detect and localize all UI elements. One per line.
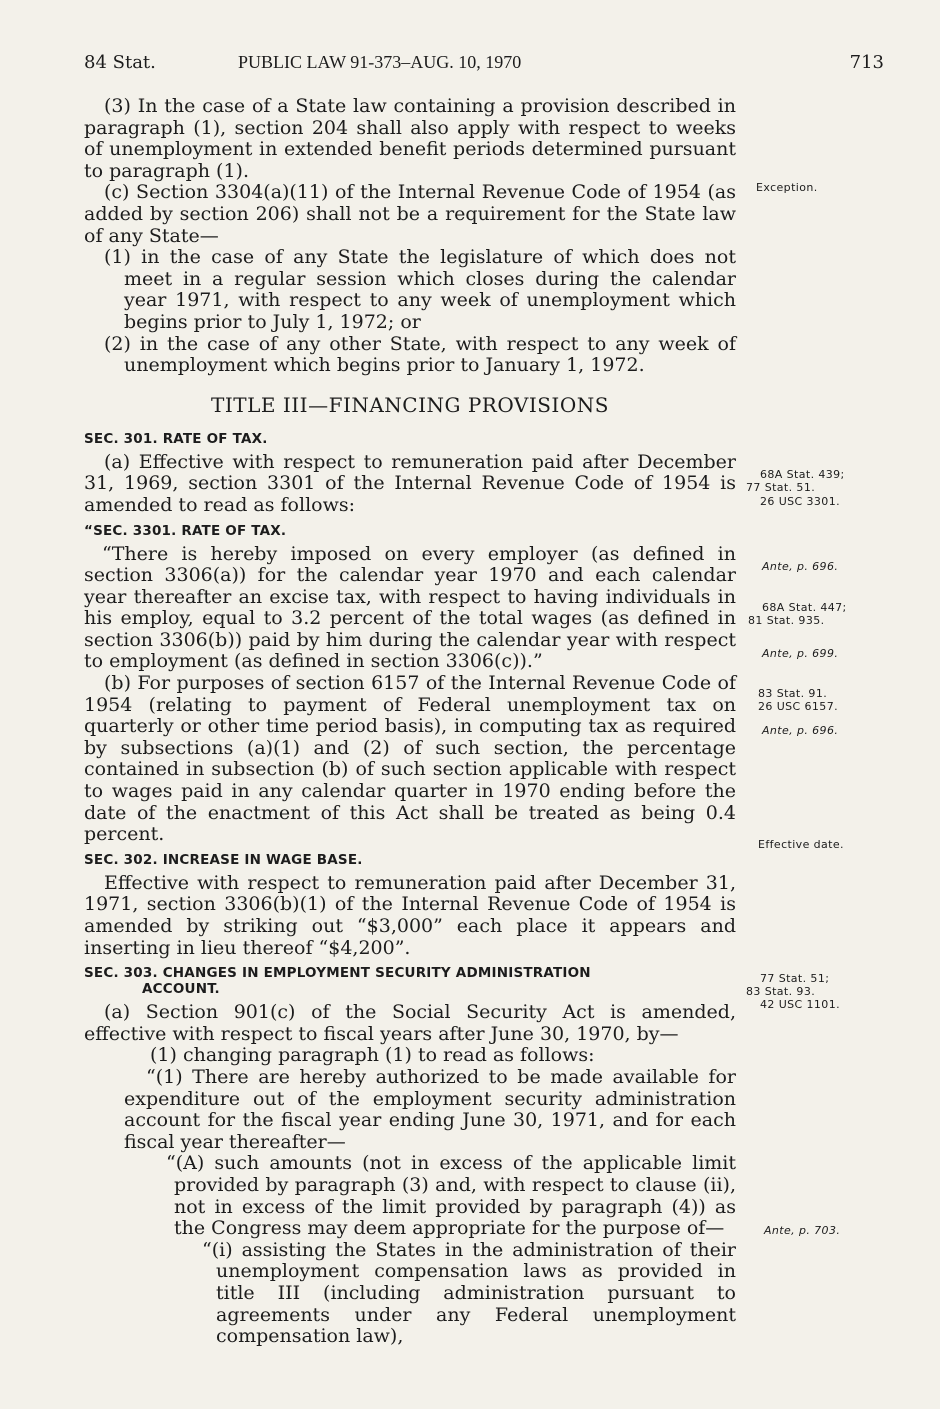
margin-note: Effective date. [758, 838, 844, 851]
page-number: 713 [849, 52, 884, 73]
margin-note: 77 Stat. 51; [760, 972, 830, 985]
margin-note: 68A Stat. 439; [760, 468, 845, 481]
margin-note: 83 Stat. 93. [746, 985, 816, 998]
statute-volume: 84 Stat. [84, 52, 156, 73]
main-text [84, 96, 736, 1348]
paragraph: (1) in the case of any State the legislature of which does not meet in a regular session which closes during the calendar year 1971, with respect to any week of unemployment which begins prior to July 1, 1972; or [104, 246, 736, 333]
paragraph: (1) changing paragraph (1) to read as follows: [150, 1044, 595, 1067]
paragraph: (2) in the case of any other State, with respect to any week of unemployment which begins prior to January 1, 1972. [104, 332, 736, 377]
margin-note: Ante, p. 699. [762, 647, 839, 660]
paragraph: (c) Section 3304(a)(11) of the Internal Revenue Code of 1954 (as added by section 206) shall not be a requirement for the State law of any State— [84, 181, 736, 247]
margin-note: 26 USC 6157. [758, 700, 838, 713]
paragraph: “There is hereby imposed on every employer (as defined in section 3306(a)) for the calendar year 1970 and each calendar year thereafter an excise tax, with respect to having individuals in his employ, equal to 3.2 percent of the total wages (as defined in section 3306(b)) paid by him during the calendar year with respect to employment (as defined in section 3306(c)).” [84, 542, 736, 673]
margin-note: 77 Stat. 51. [746, 481, 816, 494]
margin-note: 83 Stat. 91. [758, 687, 828, 700]
margin-note: 68A Stat. 447; [762, 601, 847, 614]
paragraph: “(A) such amounts (not in excess of the applicable limit provided by paragraph (3) and, with respect to clause (ii), not in excess of the limit provided by paragraph (4)) as the Congress may deem appropriate for the purpose of— [166, 1152, 736, 1240]
title-heading: TITLE III—FINANCING PROVISIONS [211, 392, 609, 417]
page-header [84, 52, 884, 80]
section-heading: “SEC. 3301. RATE OF TAX. [84, 522, 287, 539]
margin-note: 42 USC 1101. [760, 998, 840, 1011]
margin-note: Ante, p. 696. [762, 724, 839, 737]
margin-note: Ante, p. 696. [762, 560, 839, 573]
section-heading-cont: ACCOUNT. [142, 981, 220, 998]
section-heading: SEC. 302. INCREASE IN WAGE BASE. [84, 851, 363, 868]
running-title: PUBLIC LAW 91-373–AUG. 10, 1970 [238, 52, 522, 72]
paragraph: “(1) There are hereby authorized to be made available for expenditure out of the employment security administration account for the fiscal year ending June 30, 1971, and for each fiscal year thereafter— [124, 1065, 736, 1153]
paragraph: (a) Effective with respect to remuneration paid after December 31, 1969, section 3301 of the Internal Revenue Code of 1954 is amended to read as follows: [84, 450, 736, 516]
paragraph: “(i) assisting the States in the administration of their unemployment compensation laws as provided in title III (including administration pursuant to agreements under any Federal unemployment compensation law), [202, 1238, 736, 1348]
paragraph: (a) Section 901(c) of the Social Security Act is amended, effective with respect to fiscal years after June 30, 1970, by— [84, 1001, 736, 1045]
paragraph: (3) In the case of a State law containing a provision described in paragraph (1), section 204 shall also apply with respect to weeks of unemployment in extended benefit periods determined pursuant to paragraph (1). [84, 95, 736, 182]
paragraph: Effective with respect to remuneration paid after December 31, 1971, section 3306(b)(1) of the Internal Revenue Code of 1954 is amended by striking out “$3,000” each place it appears and inserting in lieu thereof “$4,200”. [84, 871, 736, 959]
section-heading: SEC. 303. CHANGES IN EMPLOYMENT SECURITY ADMINISTRATION [84, 965, 591, 982]
margin-note: 26 USC 3301. [760, 495, 840, 508]
margin-note: Ante, p. 703. [764, 1224, 841, 1237]
section-heading: SEC. 301. RATE OF TAX. [84, 430, 268, 447]
paragraph: (b) For purposes of section 6157 of the Internal Revenue Code of 1954 (relating to payment of Federal unemployment tax on quarterly or other time period basis), in computing tax as required by subsections (a)(1) and (2) of such section, the percentage contained in subsection (b) of such section applicable with respect to wages paid in any calendar quarter in 1970 ending before the date of the enactment of this Act shall be treated as being 0.4 percent. [84, 672, 736, 846]
margin-note: 81 Stat. 935. [748, 614, 825, 627]
margin-note: Exception. [756, 181, 818, 194]
